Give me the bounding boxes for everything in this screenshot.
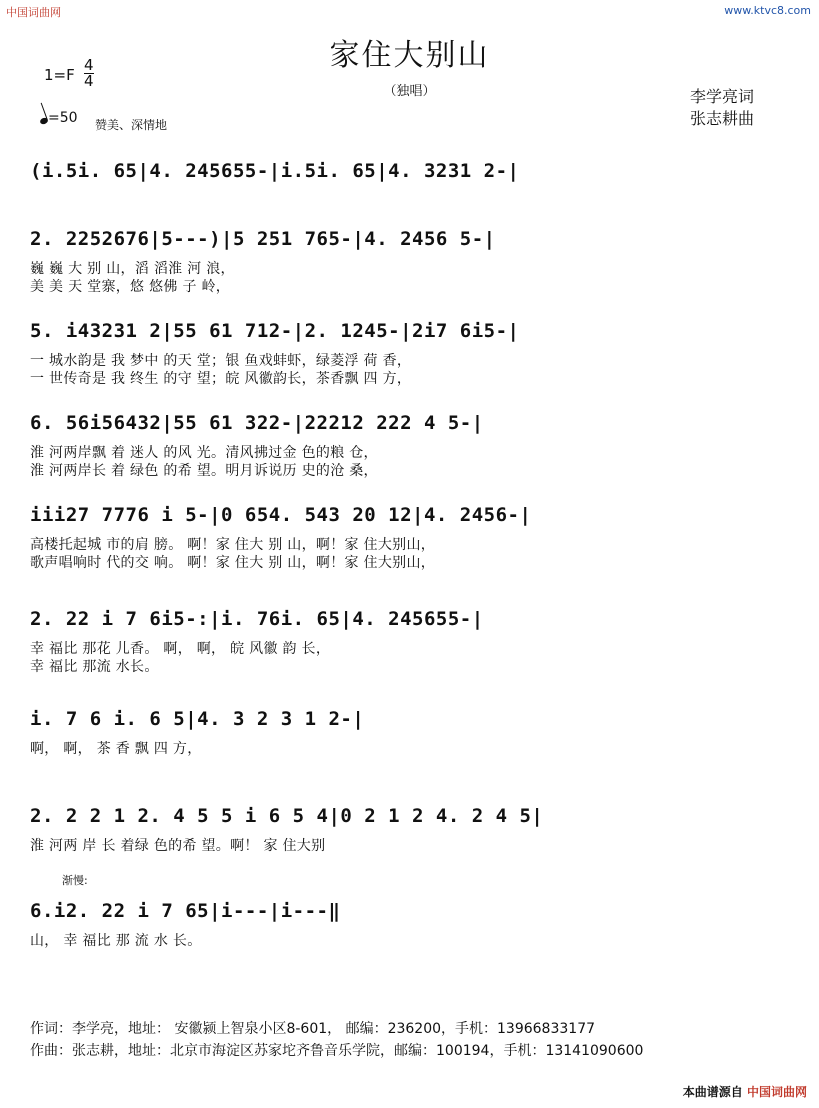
source-label: 本曲谱源自 — [682, 1085, 743, 1099]
score-line-notes: 2. 2252676|5---)|5 251 765-|4. 2456 5-| — [30, 228, 496, 250]
lyric-line: 淮 河两岸长 着 绿色 的希 望。明月诉说历 史的沧 桑， — [30, 463, 378, 479]
lyric-line: 淮 河两岸飘 着 迷人 的风 光。清风拂过金 色的粮 仓， — [30, 445, 378, 461]
lyric-line: 歌声唱响时 代的交 响。 啊！家 住大 别 山，啊！家 住大别山， — [30, 555, 436, 571]
tempo-value: =50 — [48, 110, 78, 126]
lyric-line: 巍 巍 大 别 山，滔 滔淮 河 浪， — [30, 261, 235, 277]
score-line-notes: (i.5i. 65|4. 245655-|i.5i. 65|4. 3231 2-| — [30, 160, 520, 182]
lyricist: 李学亮词 — [690, 87, 755, 106]
score-line-notes: 2. 2 2 1 2. 4 5 5 i 6 5 4|0 2 1 2 4. 2 4 5| — [30, 805, 544, 827]
ritardando-mark: 渐慢: — [62, 874, 88, 887]
lyric-line: 啊， 啊， 茶 香 飘 四 方， — [30, 741, 202, 757]
score-line-notes: 6.i2. 22 i 7 65|i---|i---‖ — [30, 900, 341, 922]
score-line-notes: 5. i43231 2|55 61 712-|2. 1245-|2i7 6i5-| — [30, 320, 520, 342]
score-line-notes: i. 7 6 i. 6 5|4. 3 2 3 1 2-| — [30, 708, 365, 730]
time-signature-bottom: 4 — [84, 72, 94, 90]
key-signature: 1=F — [44, 66, 75, 84]
song-title: 家住大别山 — [329, 38, 490, 73]
lyric-line: 高楼托起城 市的肩 膀。 啊！家 住大 别 山，啊！家 住大别山， — [30, 537, 436, 553]
song-subtitle: （独唱） — [383, 84, 436, 99]
credits — [690, 86, 754, 130]
source-attribution — [683, 1083, 807, 1100]
source-site: 中国词曲网 — [746, 1085, 807, 1099]
score-line-notes: iii27 7776 i 5-|0 654. 543 20 12|4. 2456-| — [30, 504, 532, 526]
lyric-line: 一 城水韵是 我 梦中 的天 堂；银 鱼戏蚌虾，绿菱浮 荷 香， — [30, 353, 412, 369]
footer-lyricist-info: 作词：李学亮，地址： 安徽颍上智泉小区8-601， 邮编：236200，手机：13966833177 — [30, 1021, 596, 1037]
lyric-line: 一 世传奇是 我 终生 的守 望；皖 风徽韵长，茶香飘 四 方， — [30, 371, 412, 387]
lyric-line: 幸 福比 那花 儿香。 啊， 啊， 皖 风徽 韵 长， — [30, 641, 331, 657]
lyric-line: 山， 幸 福比 那 流 水 长。 — [30, 933, 202, 949]
watermark-right: www.ktvc8.com — [724, 4, 811, 17]
lyric-line: 淮 河两 岸 长 着绿 色的希 望。啊！ 家 住大别 — [30, 838, 326, 854]
tempo-marking — [40, 110, 78, 126]
score-line-notes: 2. 22 i 7 6i5-:|i. 76i. 65|4. 245655-| — [30, 608, 484, 630]
footer-composer-info: 作曲：张志耕，地址：北京市海淀区苏家坨齐鲁音乐学院，邮编：100194，手机：13141090600 — [30, 1043, 644, 1059]
expression-marking: 赞美、深情地 — [95, 118, 168, 132]
time-signature-top: 4 — [84, 56, 94, 74]
composer: 张志耕曲 — [690, 109, 755, 128]
lyric-line: 美 美 天 堂寨，悠 悠佛 子 岭， — [30, 279, 231, 295]
lyric-line: 幸 福比 那流 水长。 — [30, 659, 159, 675]
watermark-left: 中国词曲网 — [6, 6, 61, 19]
time-signature — [84, 58, 94, 88]
score-line-notes: 6. 56i56432|55 61 322-|22212 222 4 5-| — [30, 412, 484, 434]
